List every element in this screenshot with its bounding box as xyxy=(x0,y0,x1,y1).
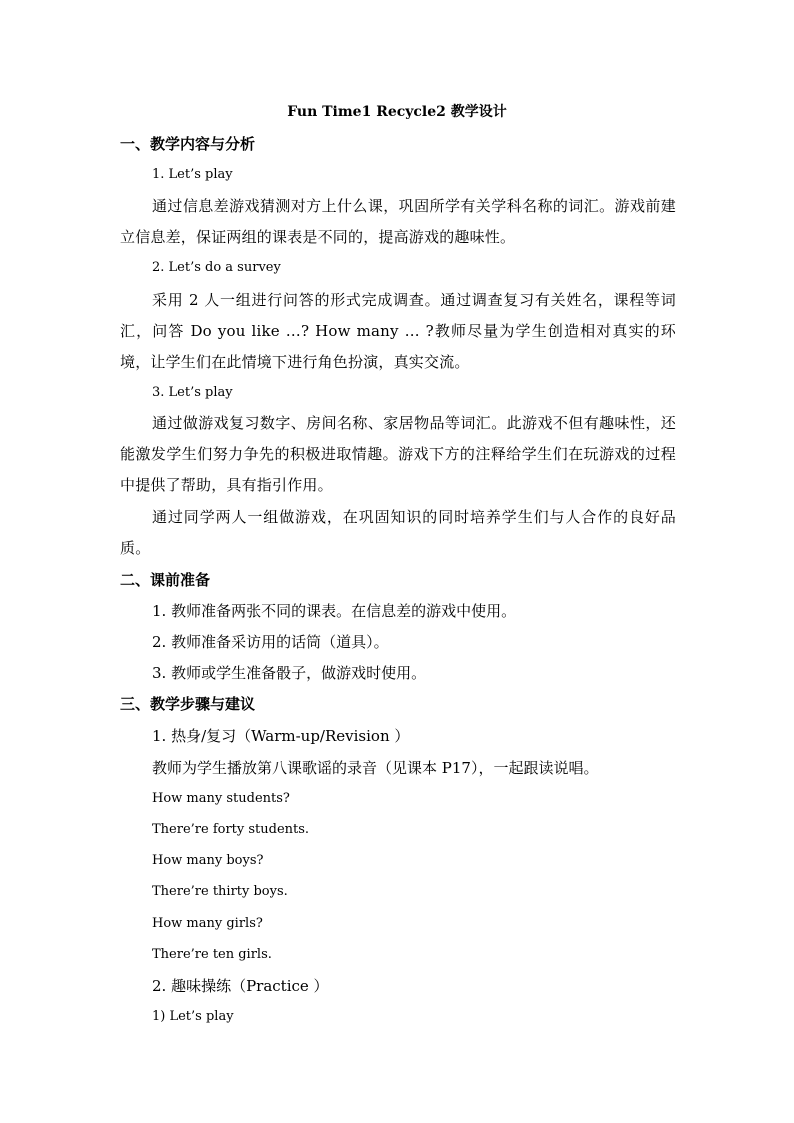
subheading-lets-play-1: 1. Let’s play xyxy=(152,167,233,182)
section-heading-content-analysis: 一、教学内容与分析 xyxy=(120,135,256,153)
chant-line-1: How many students? xyxy=(152,791,290,806)
subheading-lets-play-3: 3. Let’s play xyxy=(152,385,233,400)
chant-line-2: There’re forty students. xyxy=(152,822,310,837)
prep-item-1: 1. 教师准备两张不同的课表。在信息差的游戏中使用。 xyxy=(152,602,517,620)
section-heading-teaching-steps: 三、教学步骤与建议 xyxy=(120,695,256,713)
chant-line-5: How many girls? xyxy=(152,916,263,931)
paragraph-pair-work: 通过同学两人一组做游戏，在巩固知识的同时培养学生们与人合作的良好品质。 xyxy=(120,508,676,557)
chant-line-4: There’re thirty boys. xyxy=(152,884,288,899)
step-practice: 2. 趣味操练（Practice ） xyxy=(152,977,329,995)
document-title: Fun Time1 Recycle2 教学设计 xyxy=(287,104,507,120)
prep-item-2: 2. 教师准备采访用的话筒（道具）。 xyxy=(152,633,389,651)
section-heading-preparation: 二、课前准备 xyxy=(120,571,211,589)
prep-item-3: 3. 教师或学生准备骰子，做游戏时使用。 xyxy=(152,664,427,682)
paragraph-do-a-survey: 采用 2 人一组进行问答的形式完成调查。通过调查复习有关姓名，课程等词汇，问答 Do you like …? How many … ?教师尽量为学生创造相对真实的环境，让学生们在此情境下进行角色扮演，真实交流。 xyxy=(120,291,676,371)
step-warm-up-description: 教师为学生播放第八课歌谣的录音（见课本 P17），一起跟读说唱。 xyxy=(152,759,599,777)
step-practice-lets-play: 1) Let’s play xyxy=(152,1009,234,1024)
subheading-do-a-survey: 2. Let’s do a survey xyxy=(152,260,281,275)
step-warm-up: 1. 热身/复习（Warm-up/Revision ） xyxy=(152,727,410,745)
chant-line-3: How many boys? xyxy=(152,853,264,868)
paragraph-lets-play-3: 通过做游戏复习数字、房间名称、家居物品等词汇。此游戏不但有趣味性，还能激发学生们努力争先的积极进取情趣。游戏下方的注释给学生们在玩游戏的过程中提供了帮助，具有指引作用。 xyxy=(120,414,676,494)
chant-line-6: There’re ten girls. xyxy=(152,947,272,962)
paragraph-lets-play-1: 通过信息差游戏猜测对方上什么课，巩固所学有关学科名称的词汇。游戏前建立信息差，保证两组的课表是不同的，提高游戏的趣味性。 xyxy=(120,197,676,246)
